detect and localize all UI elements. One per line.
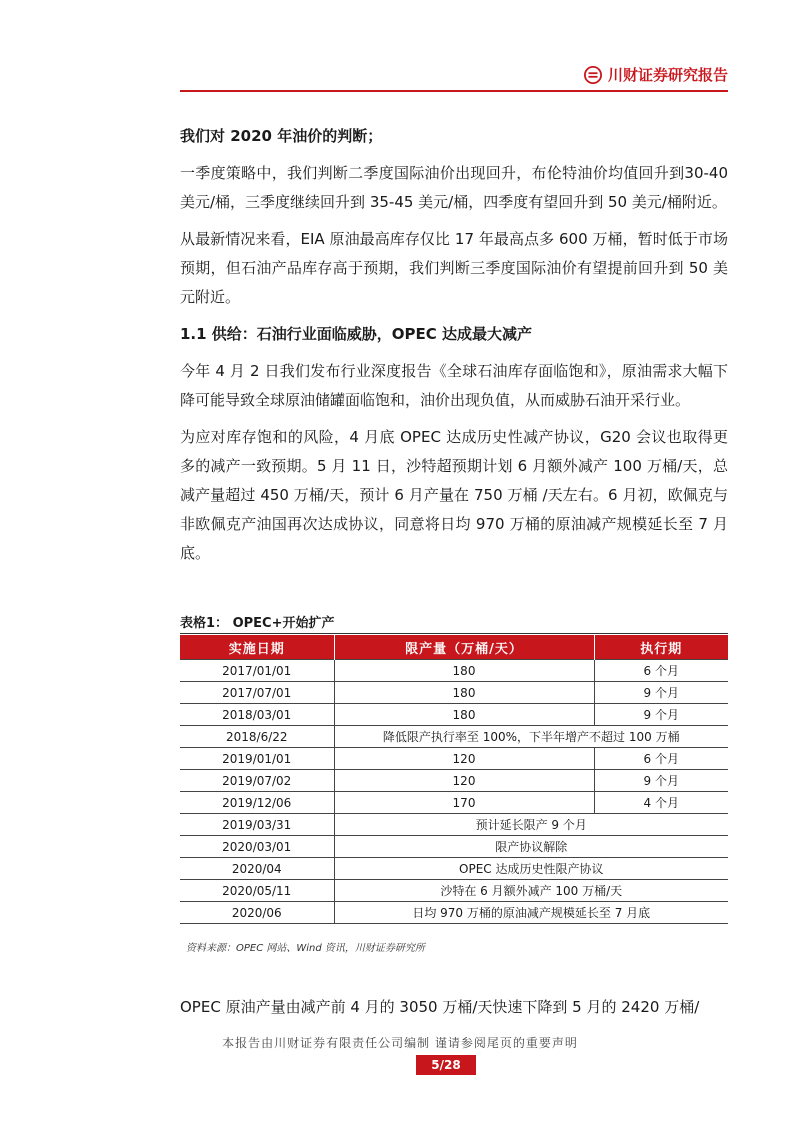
table-row bbox=[180, 792, 728, 814]
cell-note: 日均 970 万桶的原油减产规模延长至 7 月底 bbox=[334, 902, 728, 924]
page-number: 5/28 bbox=[416, 1055, 476, 1075]
table-row bbox=[180, 836, 728, 858]
cell-date: 2019/03/31 bbox=[180, 814, 334, 836]
table-title: 表格1： OPEC+开始扩产 bbox=[180, 616, 335, 631]
cell-period: 9 个月 bbox=[594, 770, 728, 792]
section-heading: 1.1 供给：石油行业面临威胁，OPEC 达成最大减产 bbox=[180, 325, 533, 343]
paragraph-4: 为应对库存饱和的风险，4 月底 OPEC 达成历史性减产协议，G20 会议也取得更多的减产一致预期。5 月 11 日，沙特超预期计划 6 月额外减产 100 万桶/天，总减产量超过 450 万桶/天，预计 6 月产量在 750 万桶 /天左右。6 月初，欧佩克与非欧佩克产油国再次达成协议，同意将日均 970 万桶的原油减产规模延长至 7 月底。 bbox=[180, 428, 728, 562]
table-row bbox=[180, 748, 728, 770]
cell-note: 预计延长限产 9 个月 bbox=[334, 814, 728, 836]
table-row bbox=[180, 880, 728, 902]
judgement-heading: 我们对 2020 年油价的判断； bbox=[180, 127, 383, 145]
table-row bbox=[180, 660, 728, 682]
table-row bbox=[180, 814, 728, 836]
cell-note: 沙特在 6 月额外减产 100 万桶/天 bbox=[334, 880, 728, 902]
cell-quota: 120 bbox=[334, 748, 594, 770]
cell-date: 2020/06 bbox=[180, 902, 334, 924]
col-header-period: 执行期 bbox=[594, 635, 728, 660]
cell-period: 6 个月 bbox=[594, 748, 728, 770]
report-brand bbox=[584, 64, 728, 85]
paragraph-1: 一季度策略中，我们判断二季度国际油价出现回升，布伦特油价均值回升到30-40 美元/桶，三季度继续回升到 35-45 美元/桶，四季度有望回升到 50 美元/桶附近。 bbox=[180, 164, 728, 211]
cell-date: 2017/07/01 bbox=[180, 682, 334, 704]
cell-period: 9 个月 bbox=[594, 682, 728, 704]
table-row bbox=[180, 770, 728, 792]
table-row bbox=[180, 704, 728, 726]
cell-date: 2019/07/02 bbox=[180, 770, 334, 792]
cell-date: 2018/03/01 bbox=[180, 704, 334, 726]
cell-quota: 180 bbox=[334, 682, 594, 704]
cell-date: 2020/04 bbox=[180, 858, 334, 880]
table-top-rule bbox=[180, 633, 728, 634]
cell-date: 2020/03/01 bbox=[180, 836, 334, 858]
cell-date: 2019/12/06 bbox=[180, 792, 334, 814]
cell-date: 2020/05/11 bbox=[180, 880, 334, 902]
col-header-date: 实施日期 bbox=[180, 635, 334, 660]
table-row bbox=[180, 902, 728, 924]
cell-quota: 180 bbox=[334, 704, 594, 726]
table-header-row bbox=[180, 635, 728, 660]
cell-date: 2017/01/01 bbox=[180, 660, 334, 682]
chuancai-logo-icon bbox=[584, 66, 602, 84]
cell-period: 4 个月 bbox=[594, 792, 728, 814]
cell-date: 2018/6/22 bbox=[180, 726, 334, 748]
report-body bbox=[180, 122, 728, 568]
footer-disclaimer: 本报告由川财证券有限责任公司编制 谨请参阅尾页的重要声明 bbox=[222, 1036, 578, 1050]
cell-date: 2019/01/01 bbox=[180, 748, 334, 770]
cell-period: 6 个月 bbox=[594, 660, 728, 682]
cell-quota: 120 bbox=[334, 770, 594, 792]
cell-note: 降低限产执行率至 100%，下半年增产不超过 100 万桶 bbox=[334, 726, 728, 748]
cell-quota: 180 bbox=[334, 660, 594, 682]
table-source: 资料来源：OPEC 网站、Wind 资讯，川财证券研究所 bbox=[186, 943, 425, 954]
header-rule bbox=[180, 90, 728, 92]
table-row bbox=[180, 726, 728, 748]
table-row bbox=[180, 858, 728, 880]
brand-text: 川财证券研究报告 bbox=[607, 66, 728, 84]
table-row bbox=[180, 682, 728, 704]
paragraph-3: 今年 4 月 2 日我们发布行业深度报告《全球石油库存面临饱和》，原油需求大幅下降可能导致全球原油储罐面临饱和，油价出现负值，从而威胁石油开采行业。 bbox=[180, 362, 728, 409]
continuation-paragraph: OPEC 原油产量由减产前 4 月的 3050 万桶/天快速下降到 5 月的 2420 万桶/ bbox=[180, 998, 700, 1016]
cell-quota: 170 bbox=[334, 792, 594, 814]
cell-note: OPEC 达成历史性限产协议 bbox=[334, 858, 728, 880]
paragraph-2: 从最新情况来看，EIA 原油最高库存仅比 17 年最高点多 600 万桶，暂时低于市场预期，但石油产品库存高于预期，我们判断三季度国际油价有望提前回升到 50 美元附近。 bbox=[180, 230, 728, 306]
cell-note: 限产协议解除 bbox=[334, 836, 728, 858]
opec-table bbox=[180, 635, 728, 924]
col-header-quota: 限产量（万桶/天） bbox=[334, 635, 594, 660]
cell-period: 9 个月 bbox=[594, 704, 728, 726]
